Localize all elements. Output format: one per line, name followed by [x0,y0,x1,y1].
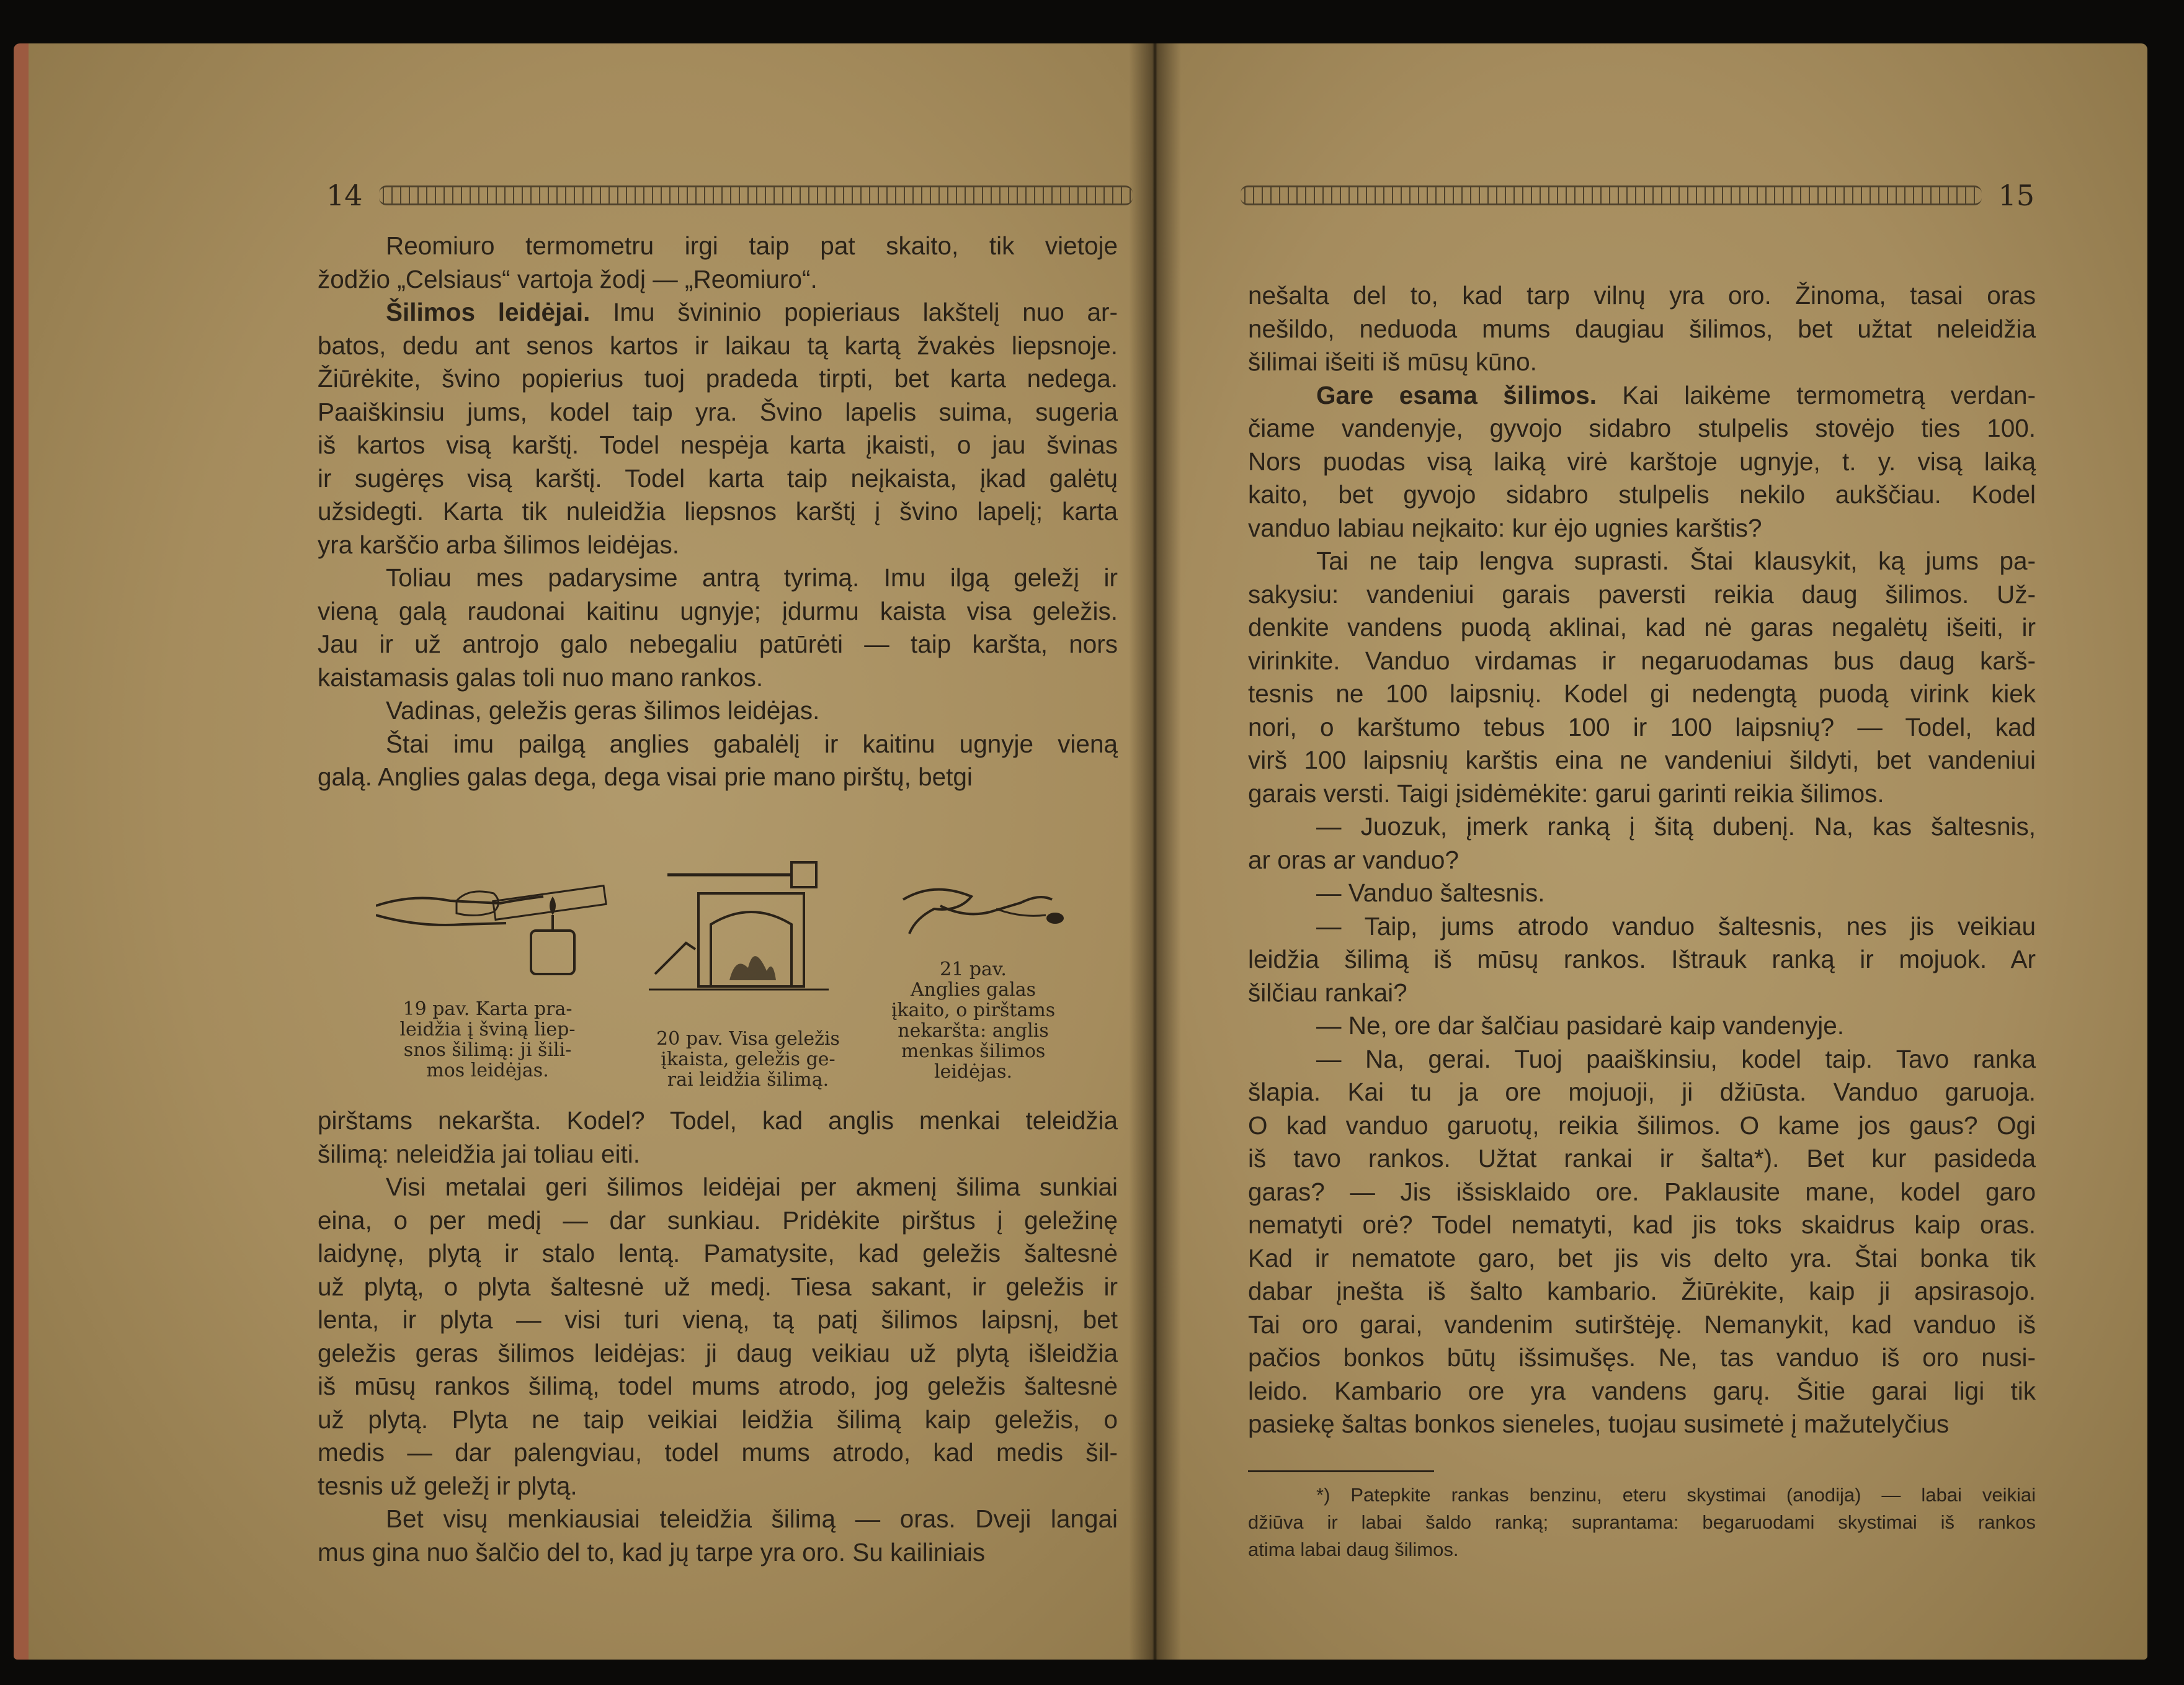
text-line: denkite vandens puodą aklinai, kad nė garas negalėtų išeiti, ir [1248,613,2036,641]
text-line: lenta, ir plyta — visi turi vieną, tą patį šilimos laipsnį, bet [318,1305,1118,1334]
text-line: Kad ir nematote garo, bet jis vis delto yra. Štai bonka tik [1248,1243,2036,1272]
text-line: laidynę, plytą ir stalo lentą. Pamatysite, kad geležis šaltesnė [318,1239,1118,1267]
text-line: pačios bonkos būtų išsimušęs. Ne, tas vanduo iš oro nusi- [1248,1343,2036,1372]
text-line: medis — dar palengviau, todel mums atrodo, kad medis šil- [318,1438,1118,1467]
text-line: — Juozuk, įmerk ranką į šitą dubenį. Na, kas šaltesnis, [1316,812,2036,841]
text-line: užsidegti. Karta tik nuleidžia liepsnos karštį į švino lapelį; karta [318,497,1118,525]
text-line: Gare esama šilimos. Kai laikėme termometrą verdan- [1316,380,2036,409]
text-line: — Ne, ore dar šalčiau pasidarė kaip vandenyje. [1316,1011,1844,1040]
text-line: leidžia šilimą iš mūsų rankos. Ištrauk ranką ir mojuok. Ar [1248,945,2036,973]
text-line: šilimai išeiti iš mūsų kūno. [1248,347,1537,376]
footnote-line: *) Patepkite rankas benzinu, eteru skystimai (anodija) — labai veikiai [1316,1484,2036,1506]
text-line: garas? — Jis išsisklaido ore. Paklausite mane, kodel garo [1248,1177,2036,1206]
section-heading: Gare esama šilimos. [1316,380,1597,409]
text-line: — Vanduo šaltesnis. [1316,878,1545,907]
right-page-header [1241,179,2035,212]
text-line: žodžio „Celsiaus“ vartoja žodį — „Reomiuro“. [318,264,818,293]
text-line: Paaiškinsiu jums, kodel taip yra. Švino lapelis suima, sugeria [318,397,1118,426]
text-line: tesnis ne 100 laipsnių. Kodel gi nedengtą puodą virink kiek [1248,679,2036,708]
text-line: Nors puodas visą laiką virė karštoje ugnyje, t. y. visą laiką [1248,447,2036,476]
figure-19-illustration [376,869,612,986]
text-line: leido. Kambario ore yra vandens garų. Šitie garai ligi tik [1248,1376,2036,1405]
left-text-block-bottom [318,1104,1118,1569]
page-number: 14 [326,179,363,212]
text-line: iš mūsų rankos šilimą, todel mums atrodo, jog geležis šaltesnė [318,1372,1118,1400]
text-line: tesnis už geležį ir plytą. [318,1471,577,1500]
text-line: iš kartos visą karštį. Todel nespėja karta įkaisti, o jau švinas [318,431,1118,459]
text-line: galą. Anglies galas dega, dega visai prie mano pirštų, betgi [318,762,973,791]
text-line: ir sugėręs visą karštį. Todel karta taip neįkaista, įkad galėtų [318,463,1118,493]
text-line: Jau ir už antrojo galo nebegaliu patūrėti — taip karšta, nors [318,630,1118,658]
text-line: nešalta del to, kad tarp vilnų yra oro. Žinoma, tasai oras [1248,281,2036,310]
footnote-line: atima labai daug šilimos. [1248,1539,1459,1560]
figure-21-caption: 21 pav. Anglies galas įkaito, o pirštams nekaršta: anglis menkas šilimos leidėjas. [891,959,1056,1083]
text-line: pasiekę šaltas bonkos sieneles, tuojau susimetė į mažutelyčius [1248,1410,1950,1438]
text-line: dabar įnešta iš šalto kambario. Žiūrėkite, kaip ji apsirasojo. [1248,1277,2036,1305]
text-line: — Taip, jums atrodo vanduo šaltesnis, nes jis veikiau [1316,911,2036,941]
text-line: šilimą: neleidžia jai toliau eiti. [318,1139,640,1168]
text-line: virš 100 laipsnių karštis eina ne vandeniui šildyti, bet vandeniui [1248,746,2036,774]
text-line: geležis geras šilimos leidėjas: ji daug veikiau už plytą išleidžia [318,1338,1118,1367]
text-line: virinkite. Vanduo virdamas ir negaruodamas bus daug karš- [1248,646,2036,675]
page-number: 15 [1998,179,2035,212]
footnote [1248,1482,2036,1563]
left-text-block-top [318,230,1118,794]
footnote-rule [1248,1470,1434,1472]
text-line: O kad vanduo garuotų, reikia šilimos. O kame jos gaus? Ogi [1248,1111,2036,1140]
text-line: šilčiau rankai? [1248,978,1407,1007]
header-ornament [1241,185,1982,205]
text-line: vieną galą raudonai kaitinu ugnyje; įdurmu kaista visa geležis. [318,596,1118,625]
text-line: — Na, gerai. Tuoj paaiškinsiu, kodel taip. Tavo ranka [1316,1044,2036,1073]
open-book [14,43,2147,1660]
text-line: yra karščio arba šilimos leidėjas. [318,530,679,559]
section-heading: Šilimos leidėjai. [386,298,591,326]
text-line: Štai imu pailgą anglies gabalėlį ir kaitinu ugnyje vieną [386,729,1118,758]
text-line: kaito, bet gyvojo sidabro stulpelis nekilo aukščiau. Kodel [1248,480,2036,509]
text-line: už plytą, o plyta šaltesnė už medį. Tiesa sakant, ir geležis ir [318,1272,1118,1301]
text-line: ar oras ar vanduo? [1248,845,1459,874]
figure-21-illustration [897,875,1071,949]
text-line: mus gina nuo šalčio del to, kad jų tarpe yra oro. Su kailiniais [318,1537,986,1567]
text-line: kaistamasis galas toli nuo mano rankos. [318,663,764,692]
text-line: šlapia. Kai tu ja ore mojuoji, ji džiūsta. Vanduo garuoja. [1248,1078,2036,1106]
figure-20-caption: 20 pav. Visa geležis įkaista, geležis ge- rai leidžia šilimą. [656,1028,840,1091]
text-line: Bet visų menkiausiai teleidžia šilimą — oras. Dveji langai [386,1504,1118,1533]
text-line: nori, o karštumo tebus 100 ir 100 laipsnių? — Todel, kad [1248,712,2036,741]
text-line: pirštams nekaršta. Kodel? Todel, kad anglis menkai teleidžia [318,1106,1118,1135]
book-gutter [1129,43,1181,1660]
figure-19-caption: 19 pav. Karta pra- leidžia į šviną liep- snos šilimą: ji šili- mos leidėjas. [399,998,576,1081]
left-page [14,43,1155,1660]
text-line: vanduo labiau neįkaito: kur ėjo ugnies karštis? [1248,513,1762,542]
text-line: sakysiu: vandeniui garais paversti reikia daug šilimos. Už- [1248,579,2036,609]
left-page-header [326,179,1133,212]
header-ornament [379,185,1133,205]
text-line: Vadinas, geležis geras šilimos leidėjas. [386,696,820,725]
text-line: iš tavo rankos. Užtat rankai ir šalta*). Bet kur pasideda [1248,1144,2036,1173]
text-line: Žiūrėkite, švino popierius tuoj pradeda tirpti, bet karta nedega. [318,364,1118,393]
text-line: batos, dedu ant senos kartos ir laikau tą kartą žvakės liepsnoje. [318,331,1118,360]
text-line: už plytą. Plyta ne taip veikiai leidžia šilimą kaip geležis, o [318,1405,1118,1434]
text-line: Toliau mes padarysime antrą tyrimą. Imu ilgą geležį ir [386,563,1118,592]
right-text-block [1248,279,2036,1441]
right-page [1155,43,2147,1660]
text-line: Reomiuro termometru irgi taip pat skaito, tik vietoje [386,231,1118,260]
figure-20-illustration [649,850,835,993]
text-line: garais versti. Taigi įsidėmėkite: garui garinti reikia šilimos. [1248,779,1884,808]
text-line: Visi metalai geri šilimos leidėjai per akmenį šilima sunkiai [386,1173,1118,1201]
footnote-line: džiūva ir labai šaldo ranką; suprantama: begaruodami skystimai iš rankos [1248,1511,2036,1533]
text-line: nešildo, neduoda mums daugiau šilimos, bet užtat neleidžia [1248,314,2036,343]
text-line: čiame vandenyje, gyvojo sidabro stulpelis stovėjo ties 100. [1248,414,2036,442]
text-line: Tai ne taip lengva suprasti. Štai klausykit, ką jums pa- [1316,547,2036,575]
text-line: nematyti orė? Todel nematyti, kad jis toks skaidrus kaip oras. [1248,1210,2036,1239]
text-line: Šilimos leidėjai. Imu švininio popieriaus lakštelį nuo ar- [386,298,1118,326]
text-line: Tai oro garai, vandenim sutirštėję. Nemanykit, kad vanduo iš [1248,1310,2036,1339]
text-line: eina, o per medį — dar sunkiau. Pridėkite pirštus į geležinę [318,1205,1118,1235]
